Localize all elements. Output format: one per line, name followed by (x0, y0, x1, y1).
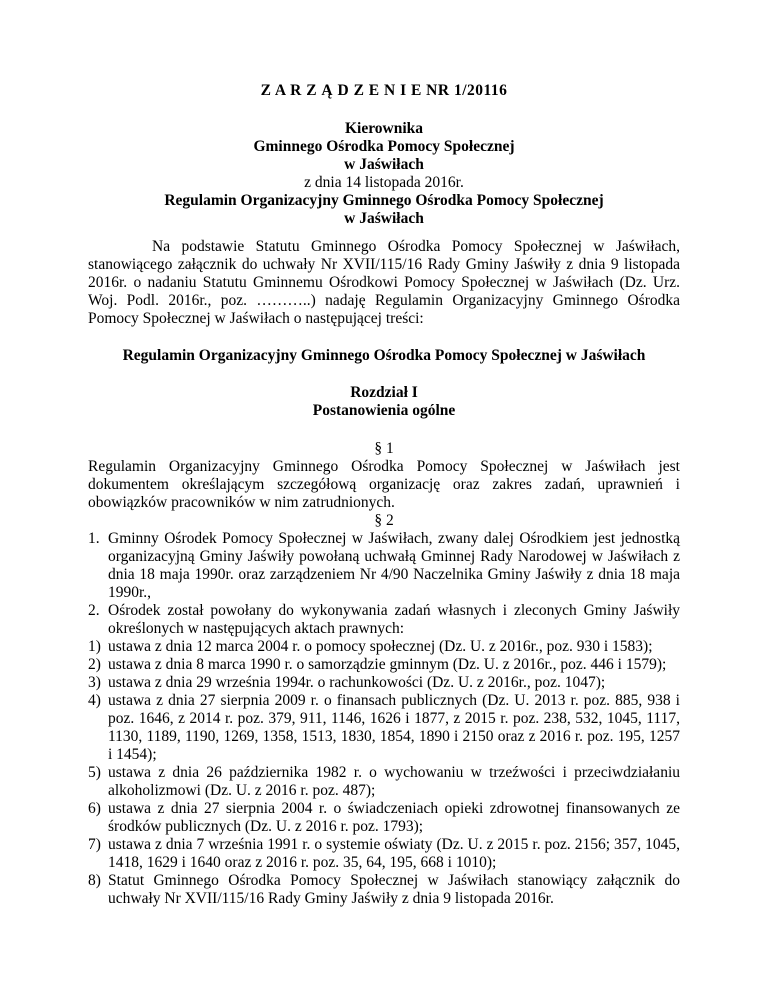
list-item-number: 2) (88, 656, 101, 673)
list-item-number: 1. (88, 530, 100, 547)
list-item-text: ustawa z dnia 26 października 1982 r. o wychowaniu w trzeźwości i przeciwdziałaniu alkoholizmowi (Dz. U. z 2016 r. poz. 487); (108, 764, 680, 799)
list-item-text: ustawa z dnia 12 marca 2004 r. o pomocy społecznej (Dz. U. z 2016r., poz. 930 i 1583); (108, 638, 653, 655)
list-item-text: Gminny Ośrodek Pomocy Społecznej w Jaświłach, zwany dalej Ośrodkiem jest jednostką organizacyjną Gminy Jaświły powołaną uchwałą Gminnej Rady Narodowej w Jaświłach z dnia 18 maja 1990r. oraz zarządzeniem Nr 4/90 Naczelnika Gminy Jaświły z dnia 18 maja 1990r., (108, 530, 680, 601)
chapter-name: Postanowienia ogólne (312, 402, 456, 419)
list-item-number: 4) (88, 692, 101, 709)
list-item-number: 6) (88, 800, 101, 817)
list-item (88, 638, 680, 656)
list-item (88, 602, 680, 638)
subject-heading (0, 192, 768, 228)
chapter-heading (0, 384, 768, 420)
list-item (88, 800, 680, 836)
list-item (88, 836, 680, 872)
regulation-title: Regulamin Organizacyjny Gminnego Ośrodka Pomocy Społecznej w Jaświłach (122, 347, 646, 364)
issuer-line-2: Gminnego Ośrodka Pomocy Społecznej (253, 138, 515, 155)
intro-text: Na podstawie Statutu Gminnego Ośrodka Pomocy Społecznej w Jaświłach, stanowiącego załącznik do uchwały Nr XVII/115/16 Rady Gminy Jaświły z dnia 9 listopada 2016r. o nadaniu Statutu Gminnemu Ośrodkowi Pomocy Społecznej w Jaświłach (Dz. Urz. Woj. Podl. 2016r., poz. ………..) nadaję Regulamin Organizacyjny Gminnego Ośrodka Pomocy Społecznej w Jaświłach o następującej treści: (88, 238, 680, 327)
list-item-number: 7) (88, 836, 101, 853)
section-2-list (88, 530, 680, 908)
list-item-text: Ośrodek został powołany do wykonywania zadań własnych i zleconych Gminy Jaświły określonych w następujących aktach prawnych: (108, 602, 680, 637)
list-item-number: 2. (88, 602, 100, 619)
list-item (88, 674, 680, 692)
section-2-mark: § 2 (374, 512, 394, 529)
list-item-text: ustawa z dnia 8 marca 1990 r. o samorządzie gminnym (Dz. U. z 2016r., poz. 446 i 1579); (108, 656, 667, 673)
issuer-line-3: w Jaświłach (344, 156, 424, 173)
document-title: Z A R Z Ą D Z E N I E NR 1/20116 (260, 82, 508, 99)
list-item-number: 5) (88, 764, 101, 781)
list-item-text: ustawa z dnia 27 sierpnia 2009 r. o finansach publicznych (Dz. U. 2013 r. poz. 885, 938 i poz. 1646, z 2014 r. poz. 379, 911, 1146, 1626 i 1877, z 2015 r. poz. 238, 532, 1045, 1117, 1130, 1189, 1190, 1269, 1358, 1513, 1830, 1854, 1890 i 2150 oraz z 2016 r. poz. 195, 1257 i 1454); (108, 692, 680, 763)
list-item (88, 764, 680, 800)
subject-line-1: Regulamin Organizacyjny Gminnego Ośrodka Pomocy Społecznej (164, 192, 604, 209)
list-item-number: 3) (88, 674, 101, 691)
issuer-line-1: Kierownika (344, 120, 424, 137)
section-1-mark: § 1 (374, 440, 394, 457)
list-item (88, 872, 680, 908)
list-item (88, 656, 680, 674)
issue-date: z dnia 14 listopada 2016r. (304, 174, 464, 191)
section-1-text: Regulamin Organizacyjny Gminnego Ośrodka Pomocy Społecznej w Jaświłach jest dokumentem określającym szczegółową organizację oraz zakres zadań, uprawnień i obowiązków pracowników w nim zatrudnionych. (88, 458, 680, 511)
list-item-text: ustawa z dnia 7 września 1991 r. o systemie oświaty (Dz. U. z 2015 r. poz. 2156; 357, 1045, 1418, 1629 i 1640 oraz z 2016 r. poz. 35, 64, 195, 668 i 1010); (108, 836, 680, 871)
list-item-text: ustawa z dnia 27 sierpnia 2004 r. o świadczeniach opieki zdrowotnej finansowanych ze środków publicznych (Dz. U. z 2016 r. poz. 1793); (108, 800, 680, 835)
issuer-header (0, 120, 768, 192)
list-item-text: Statut Gminnego Ośrodka Pomocy Społecznej w Jaświłach stanowiący załącznik do uchwały Nr XVII/115/16 Rady Gminy Jaświły z dnia 9 listopada 2016r. (108, 872, 680, 907)
list-item (88, 530, 680, 602)
list-item-text: ustawa z dnia 29 września 1994r. o rachunkowości (Dz. U. z 2016r., poz. 1047); (108, 674, 606, 691)
list-item-number: 8) (88, 872, 101, 889)
list-item (88, 692, 680, 764)
subject-line-2: w Jaświłach (344, 210, 424, 227)
intro-paragraph (88, 238, 680, 328)
list-item-number: 1) (88, 638, 101, 655)
chapter-number: Rozdział I (350, 384, 418, 401)
